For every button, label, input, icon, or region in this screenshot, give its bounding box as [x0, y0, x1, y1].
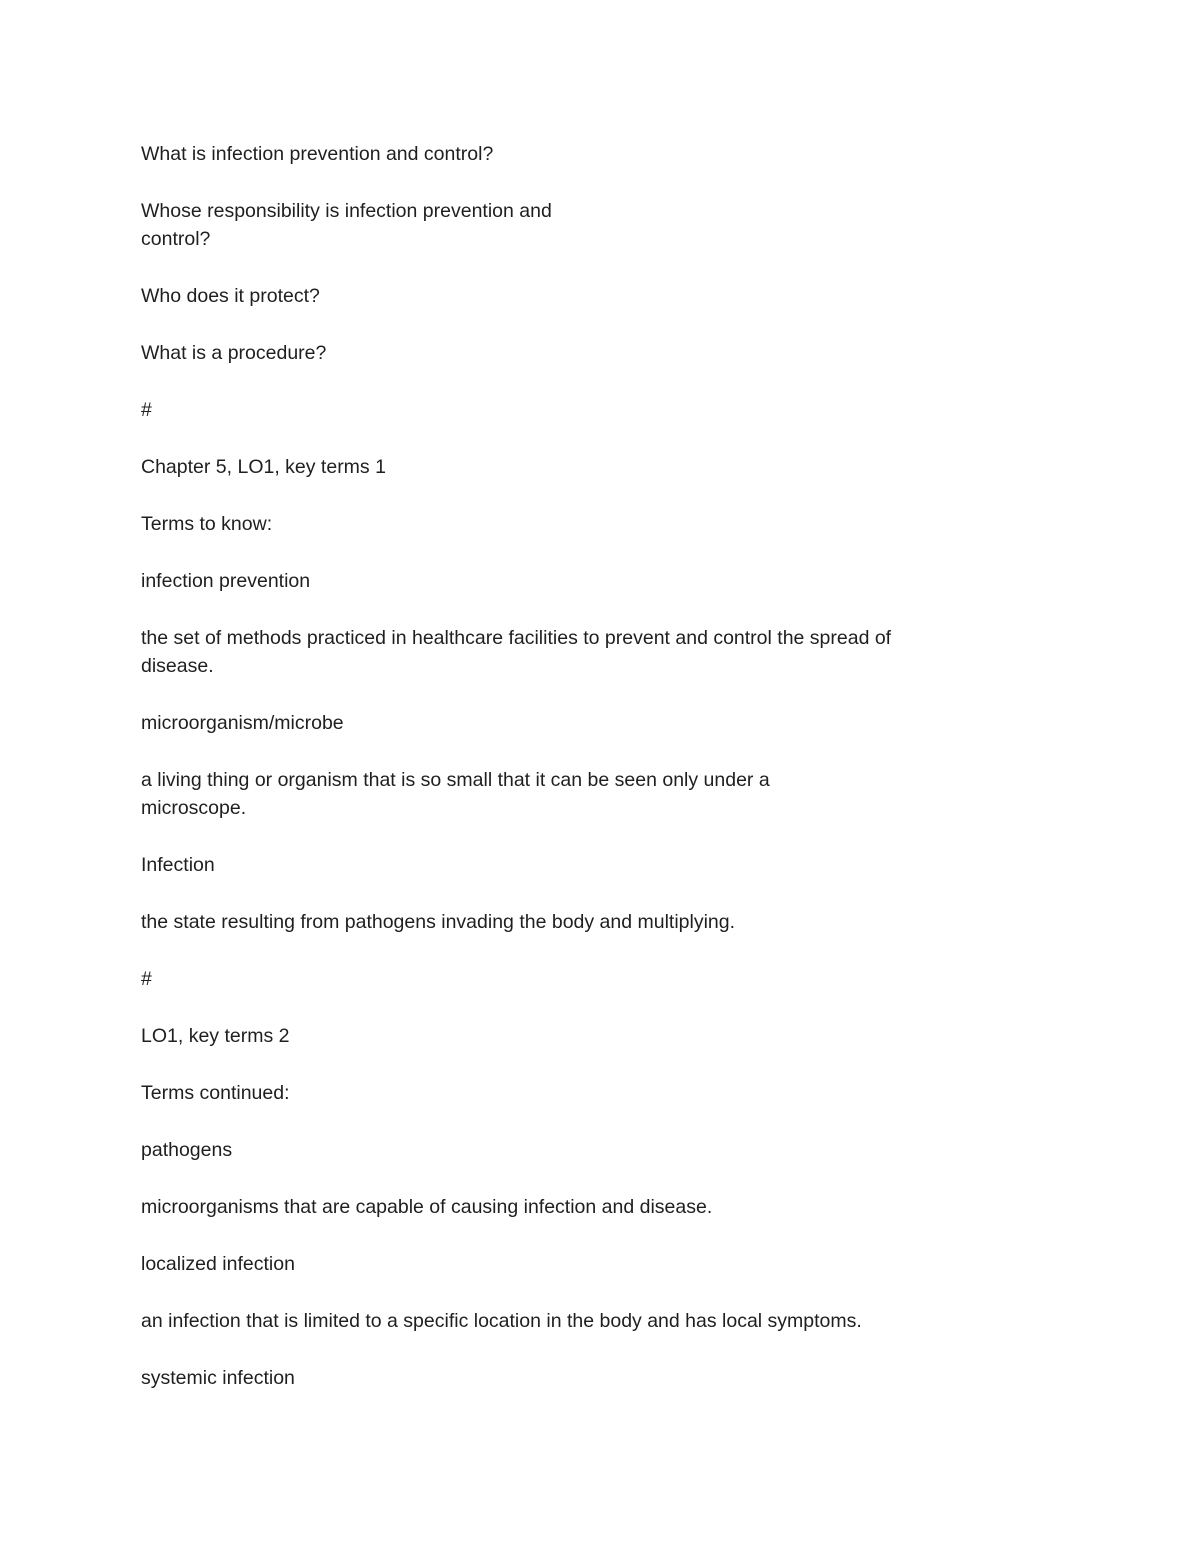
section-divider: # [141, 968, 152, 990]
document-body [141, 140, 961, 1421]
question-infection-prevention: What is infection prevention and control? [141, 143, 494, 165]
terms-intro: Terms continued: [141, 1082, 290, 1104]
definition-microorganism: a living thing or organism that is so small that it can be seen only under a microscope. [141, 769, 770, 819]
definition-pathogens: microorganisms that are capable of causing infection and disease. [141, 1196, 713, 1218]
terms-intro: Terms to know: [141, 513, 273, 535]
definition-infection-prevention: the set of methods practiced in healthcare facilities to prevent and control the spread of disease. [141, 627, 892, 677]
term-systemic-infection: systemic infection [141, 1367, 295, 1389]
term-microorganism: microorganism/microbe [141, 712, 344, 734]
definition-localized-infection: an infection that is limited to a specific location in the body and has local symptoms. [141, 1310, 862, 1332]
question-who-protects: Who does it protect? [141, 285, 320, 307]
term-localized-infection: localized infection [141, 1253, 295, 1275]
section-heading: LO1, key terms 2 [141, 1025, 290, 1047]
term-infection-prevention: infection prevention [141, 570, 311, 592]
question-procedure: What is a procedure? [141, 342, 327, 364]
question-responsibility: Whose responsibility is infection prevention and control? [141, 200, 552, 250]
section-divider: # [141, 399, 152, 421]
definition-infection: the state resulting from pathogens invading the body and multiplying. [141, 911, 736, 933]
term-infection: Infection [141, 854, 215, 876]
section-heading: Chapter 5, LO1, key terms 1 [141, 456, 386, 478]
term-pathogens: pathogens [141, 1139, 233, 1161]
